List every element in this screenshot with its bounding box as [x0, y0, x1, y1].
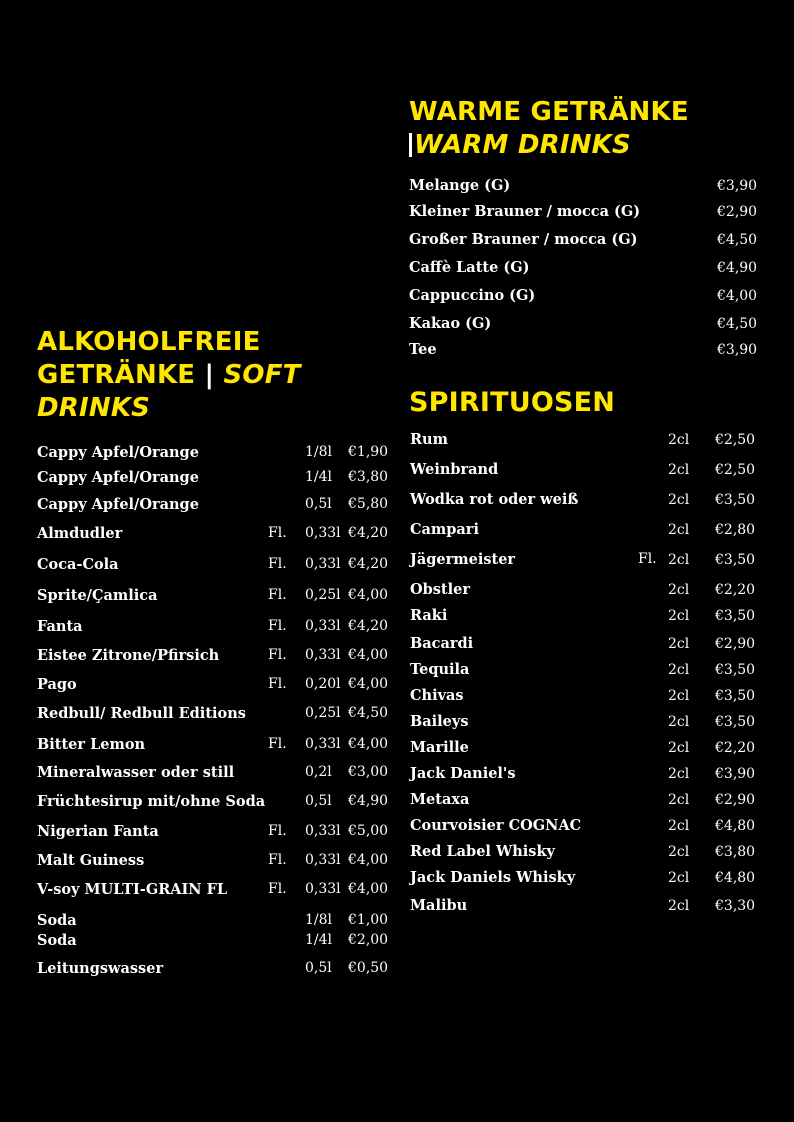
- warm-drink-price: €4,50: [717, 232, 758, 248]
- soft-drink-size: 1/4l: [305, 469, 333, 485]
- spirit-name: Campari: [410, 521, 479, 538]
- spirit-size: 2cl: [668, 662, 690, 678]
- soft-drink-name: Nigerian Fanta: [37, 823, 159, 840]
- soft-drink-type: Fl.: [268, 736, 287, 752]
- soft-drink-price: €5,80: [348, 496, 389, 512]
- spirit-price: €3,50: [715, 552, 756, 568]
- spirit-price: €3,50: [715, 688, 756, 704]
- soft-drink-name: Früchtesirup mit/ohne Soda: [37, 793, 266, 810]
- spirit-price: €4,80: [715, 818, 756, 834]
- soft-drink-size: 0,5l: [305, 793, 332, 809]
- soft-drinks-title-separator: |: [204, 360, 215, 390]
- warm-drink-price: €3,90: [717, 178, 758, 194]
- soft-drink-price: €4,00: [348, 881, 389, 897]
- soft-drink-price: €4,00: [348, 852, 389, 868]
- soft-drink-name: Fanta: [37, 618, 83, 635]
- soft-drink-name: Soda: [37, 912, 77, 929]
- spirit-name: Bacardi: [410, 635, 474, 652]
- warm-drink-price: €4,00: [717, 288, 758, 304]
- spirit-size: 2cl: [668, 432, 690, 448]
- warm-drink-name: Caffè Latte (G): [409, 259, 530, 276]
- warm-drink-name: Kleiner Brauner / mocca (G): [409, 203, 641, 220]
- soft-drink-name: Coca-Cola: [37, 556, 119, 573]
- spirit-name: Metaxa: [410, 791, 470, 808]
- soft-drink-size: 1/8l: [305, 444, 333, 460]
- spirit-size: 2cl: [668, 608, 690, 624]
- soft-drink-type: Fl.: [268, 556, 287, 572]
- soft-drink-name: Almdudler: [37, 525, 123, 542]
- soft-drink-type: Fl.: [268, 881, 287, 897]
- spirit-size: 2cl: [668, 522, 690, 538]
- spirit-name: Jägermeister: [410, 551, 516, 568]
- spirit-size: 2cl: [668, 688, 690, 704]
- soft-drink-type: Fl.: [268, 676, 287, 692]
- soft-drink-size: 0,33l: [305, 736, 341, 752]
- soft-drink-size: 0,33l: [305, 647, 341, 663]
- soft-drink-price: €0,50: [348, 960, 389, 976]
- soft-drink-price: €3,80: [348, 469, 389, 485]
- soft-drinks-subtitle-1: SOFT: [223, 360, 301, 390]
- spirit-size: 2cl: [668, 714, 690, 730]
- soft-drink-size: 1/4l: [305, 932, 333, 948]
- soft-drink-name: Soda: [37, 932, 77, 949]
- soft-drink-price: €2,00: [348, 932, 389, 948]
- soft-drink-size: 0,25l: [305, 705, 341, 721]
- soft-drink-size: 0,33l: [305, 823, 341, 839]
- spirit-size: 2cl: [668, 792, 690, 808]
- soft-drink-price: €4,20: [348, 556, 389, 572]
- spirit-name: Chivas: [410, 687, 464, 704]
- spirit-price: €2,90: [715, 636, 756, 652]
- spirit-name: Weinbrand: [410, 461, 499, 478]
- soft-drink-price: €4,00: [348, 647, 389, 663]
- spirit-size: 2cl: [668, 844, 690, 860]
- spirit-price: €3,30: [715, 898, 756, 914]
- spirit-price: €2,90: [715, 792, 756, 808]
- spirit-price: €3,80: [715, 844, 756, 860]
- soft-drink-name: Leitungswasser: [37, 960, 164, 977]
- spirit-size: 2cl: [668, 870, 690, 886]
- spirit-price: €3,50: [715, 608, 756, 624]
- soft-drink-name: Eistee Zitrone/Pfirsich: [37, 647, 220, 664]
- soft-drink-size: 0,20l: [305, 676, 341, 692]
- spirit-size: 2cl: [668, 492, 690, 508]
- warm-drink-name: Cappuccino (G): [409, 287, 536, 304]
- spirit-size: 2cl: [668, 766, 690, 782]
- spirit-name: Malibu: [410, 897, 468, 914]
- spirit-type: Fl.: [638, 551, 657, 567]
- soft-drink-size: 0,33l: [305, 525, 341, 541]
- warm-drink-name: Melange (G): [409, 177, 511, 194]
- spirit-price: €3,50: [715, 714, 756, 730]
- warm-drink-name: Kakao (G): [409, 315, 492, 332]
- soft-drink-size: 0,25l: [305, 587, 341, 603]
- spirit-price: €3,90: [715, 766, 756, 782]
- soft-drink-name: Mineralwasser oder still: [37, 764, 235, 781]
- spirit-name: Wodka rot oder weiß: [410, 491, 579, 508]
- spirit-name: Tequila: [410, 661, 470, 678]
- spirit-price: €2,50: [715, 432, 756, 448]
- soft-drink-type: Fl.: [268, 823, 287, 839]
- soft-drink-type: Fl.: [268, 852, 287, 868]
- soft-drink-price: €4,00: [348, 676, 389, 692]
- spirit-name: Marille: [410, 739, 469, 756]
- soft-drink-price: €1,00: [348, 912, 389, 928]
- soft-drink-price: €4,20: [348, 525, 389, 541]
- soft-drink-type: Fl.: [268, 618, 287, 634]
- spirit-size: 2cl: [668, 582, 690, 598]
- soft-drink-name: Pago: [37, 676, 77, 693]
- soft-drink-price: €4,20: [348, 618, 389, 634]
- warm-drink-price: €2,90: [717, 204, 758, 220]
- soft-drink-name: Sprite/Çamlica: [37, 587, 158, 604]
- spirit-size: 2cl: [668, 818, 690, 834]
- warm-drinks-heading: [409, 96, 689, 162]
- spirit-size: 2cl: [668, 462, 690, 478]
- soft-drink-price: €4,00: [348, 587, 389, 603]
- spirit-price: €2,50: [715, 462, 756, 478]
- soft-drinks-title-line2: GETRÄNKE: [37, 360, 196, 390]
- soft-drink-size: 0,33l: [305, 881, 341, 897]
- title-separator-bar: [409, 133, 412, 157]
- soft-drink-size: 0,5l: [305, 960, 332, 976]
- soft-drink-size: 0,33l: [305, 556, 341, 572]
- soft-drink-name: Cappy Apfel/Orange: [37, 469, 199, 486]
- soft-drinks-title-line1: ALKOHOLFREIE: [37, 327, 261, 357]
- spirit-name: Baileys: [410, 713, 469, 730]
- spirit-price: €4,80: [715, 870, 756, 886]
- soft-drink-type: Fl.: [268, 647, 287, 663]
- soft-drink-size: 1/8l: [305, 912, 333, 928]
- spirit-name: Jack Daniels Whisky: [410, 869, 576, 886]
- spirits-heading: SPIRITUOSEN: [409, 387, 616, 418]
- warm-drink-name: Großer Brauner / mocca (G): [409, 231, 638, 248]
- soft-drink-name: V-soy MULTI-GRAIN FL: [37, 881, 228, 898]
- spirit-price: €3,50: [715, 492, 756, 508]
- spirit-name: Jack Daniel's: [410, 765, 516, 782]
- soft-drink-price: €4,90: [348, 793, 389, 809]
- soft-drinks-heading: [37, 326, 301, 425]
- soft-drink-name: Cappy Apfel/Orange: [37, 496, 199, 513]
- spirit-size: 2cl: [668, 898, 690, 914]
- spirit-name: Obstler: [410, 581, 471, 598]
- warm-drink-price: €3,90: [717, 342, 758, 358]
- spirit-size: 2cl: [668, 636, 690, 652]
- soft-drink-type: Fl.: [268, 525, 287, 541]
- spirit-price: €2,80: [715, 522, 756, 538]
- soft-drink-name: Redbull/ Redbull Editions: [37, 705, 246, 722]
- soft-drink-size: 0,5l: [305, 496, 332, 512]
- spirit-name: Courvoisier COGNAC: [410, 817, 582, 834]
- warm-drink-name: Tee: [409, 341, 437, 358]
- soft-drink-price: €5,00: [348, 823, 389, 839]
- spirit-name: Rum: [410, 431, 448, 448]
- warm-drink-price: €4,90: [717, 260, 758, 276]
- soft-drink-name: Malt Guiness: [37, 852, 145, 869]
- soft-drink-price: €1,90: [348, 444, 389, 460]
- spirit-size: 2cl: [668, 552, 690, 568]
- soft-drink-price: €4,00: [348, 736, 389, 752]
- soft-drink-size: 0,33l: [305, 852, 341, 868]
- soft-drink-type: Fl.: [268, 587, 287, 603]
- soft-drink-name: Bitter Lemon: [37, 736, 146, 753]
- soft-drink-size: 0,2l: [305, 764, 332, 780]
- warm-drinks-subtitle: WARM DRINKS: [414, 130, 631, 160]
- warm-drink-price: €4,50: [717, 316, 758, 332]
- spirit-price: €2,20: [715, 582, 756, 598]
- spirit-size: 2cl: [668, 740, 690, 756]
- soft-drinks-subtitle-2: DRINKS: [37, 393, 151, 423]
- soft-drink-name: Cappy Apfel/Orange: [37, 444, 199, 461]
- soft-drink-size: 0,33l: [305, 618, 341, 634]
- spirit-name: Red Label Whisky: [410, 843, 555, 860]
- soft-drink-price: €4,50: [348, 705, 389, 721]
- spirit-price: €2,20: [715, 740, 756, 756]
- spirit-name: Raki: [410, 607, 448, 624]
- spirit-price: €3,50: [715, 662, 756, 678]
- soft-drink-price: €3,00: [348, 764, 389, 780]
- warm-drinks-title: WARME GETRÄNKE: [409, 97, 689, 127]
